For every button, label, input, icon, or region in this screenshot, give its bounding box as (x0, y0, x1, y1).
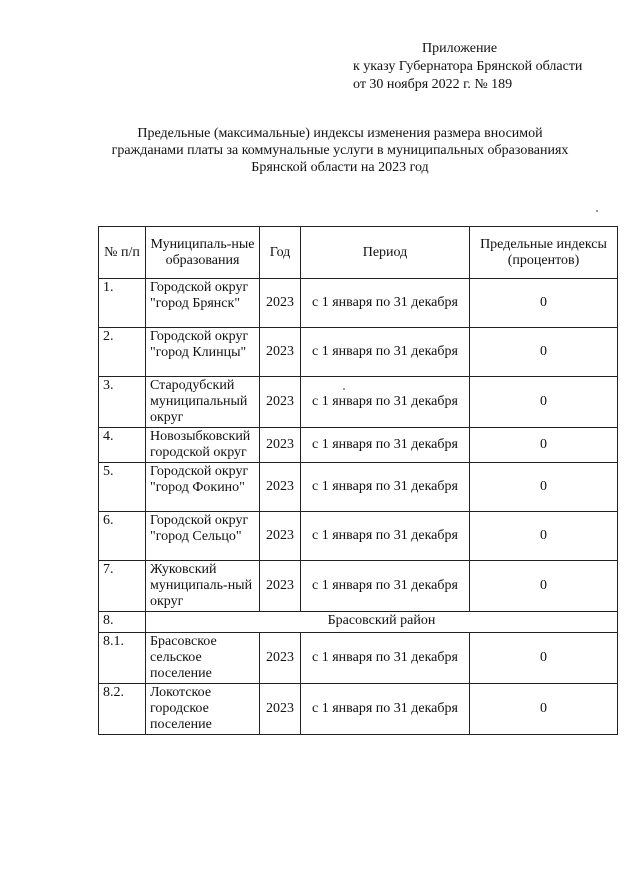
row-year: 2023 (260, 463, 301, 512)
row-municipality: Городской округ "город Брянск" (146, 279, 260, 328)
indices-table (98, 226, 618, 735)
row-year: 2023 (260, 684, 301, 735)
table-row (99, 279, 618, 328)
row-year: 2023 (260, 377, 301, 428)
row-period: с 1 января по 31 декабря (301, 561, 470, 612)
header-municipality: Муниципаль-ные образования (146, 227, 260, 279)
appendix-label: Приложение (422, 41, 498, 56)
row-index: 0 (470, 377, 618, 428)
row-index: 0 (470, 428, 618, 463)
table-row (99, 633, 618, 684)
row-num: 6. (99, 512, 146, 561)
header-index: Предельные индексы (процентов) (470, 227, 618, 279)
row-period: с 1 января по 31 декабря (301, 328, 470, 377)
appendix-decree: к указу Губернатора Брянской области (353, 59, 583, 74)
row-num: 7. (99, 561, 146, 612)
table-row (99, 463, 618, 512)
row-year: 2023 (260, 561, 301, 612)
row-index: 0 (470, 633, 618, 684)
row-period: с 1 января по 31 декабря (301, 633, 470, 684)
table-row (99, 428, 618, 463)
section-label: Брасовский район (146, 612, 618, 633)
document-title (80, 125, 600, 176)
table-row (99, 561, 618, 612)
row-municipality: Локотское городское поселение (146, 684, 260, 735)
appendix-header (340, 40, 620, 94)
row-num: 8.1. (99, 633, 146, 684)
row-num: 1. (99, 279, 146, 328)
row-year: 2023 (260, 633, 301, 684)
row-index: 0 (470, 684, 618, 735)
row-municipality: Городской округ "город Фокино" (146, 463, 260, 512)
header-year: Год (260, 227, 301, 279)
row-num: 3. (99, 377, 146, 428)
header-period: Период (301, 227, 470, 279)
row-index: 0 (470, 512, 618, 561)
row-municipality: Городской округ "город Клинцы" (146, 328, 260, 377)
row-num: 5. (99, 463, 146, 512)
row-index: 0 (470, 561, 618, 612)
row-year: 2023 (260, 279, 301, 328)
row-index: 0 (470, 279, 618, 328)
scan-speck (596, 210, 598, 212)
header-num: № п/п (99, 227, 146, 279)
row-index: 0 (470, 328, 618, 377)
row-municipality: Городской округ "город Сельцо" (146, 512, 260, 561)
row-num: 4. (99, 428, 146, 463)
title-line-1: Предельные (максимальные) индексы изменения размера вносимой (137, 126, 543, 141)
row-year: 2023 (260, 512, 301, 561)
table-row (99, 684, 618, 735)
row-num: 8.2. (99, 684, 146, 735)
row-year: 2023 (260, 328, 301, 377)
table-row (99, 512, 618, 561)
appendix-date-number: от 30 ноября 2022 г. № 189 (353, 77, 513, 92)
row-period: с 1 января по 31 декабря (301, 428, 470, 463)
row-period: с 1 января по 31 декабря (301, 684, 470, 735)
title-line-3: Брянской области на 2023 год (251, 160, 429, 175)
table-header-row (99, 227, 618, 279)
row-year: 2023 (260, 428, 301, 463)
row-municipality: Жуковский муниципаль-ный округ (146, 561, 260, 612)
table-row (99, 377, 618, 428)
row-num: 2. (99, 328, 146, 377)
scan-speck (343, 388, 345, 390)
row-index: 0 (470, 463, 618, 512)
row-municipality: Стародубский муниципальный округ (146, 377, 260, 428)
row-period: с 1 января по 31 декабря (301, 512, 470, 561)
row-period: с 1 января по 31 декабря (301, 377, 470, 428)
section-row (99, 612, 618, 633)
table-row (99, 328, 618, 377)
title-line-2: гражданами платы за коммунальные услуги в муниципальных образованиях (111, 143, 569, 158)
row-municipality: Новозыбковский городской округ (146, 428, 260, 463)
section-num: 8. (99, 612, 146, 633)
row-municipality: Брасовское сельское поселение (146, 633, 260, 684)
row-period: с 1 января по 31 декабря (301, 279, 470, 328)
row-period: с 1 января по 31 декабря (301, 463, 470, 512)
